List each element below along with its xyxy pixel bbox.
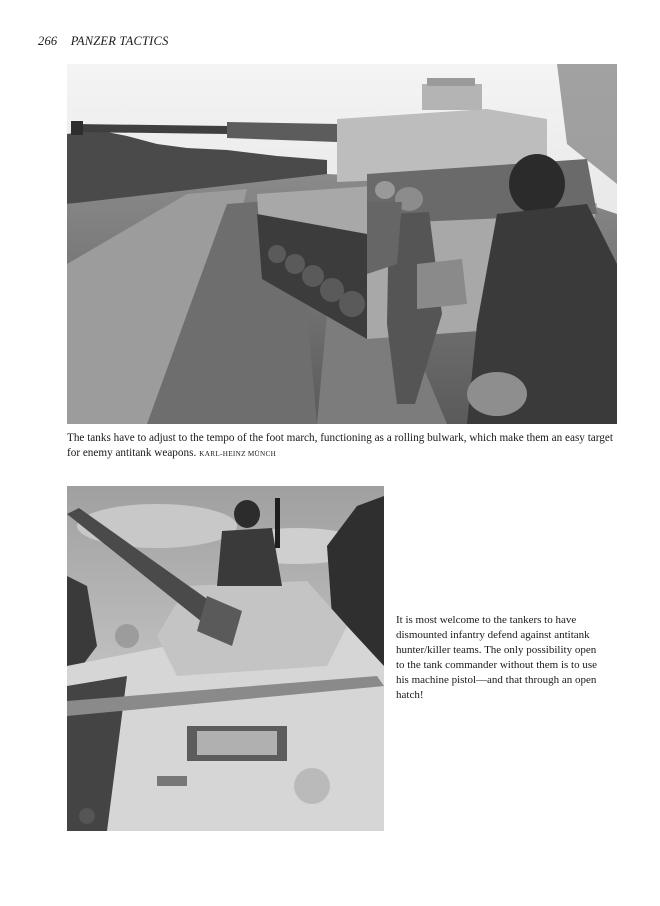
photo-tank-commander-hatch [67,486,384,831]
photo1-credit: KARL-HEINZ MÜNCH [199,450,277,458]
page-number: 266 [38,34,58,48]
photo2-caption: It is most welcome to the tankers to have dismounted infantry defend against antitank hunter/killer teams. The only possibility open to the tank commander without them is to use his machine pistol—and that through an open hatch! [396,614,598,701]
photo-tank-foot-march [67,64,617,424]
running-title: PANZER TACTICS [70,34,169,48]
photo1-caption-text: The tanks have to adjust to the tempo of the foot march, functioning as a rolling bulwark, which make them an easy target for enemy antitank weapons. [67,432,613,459]
photo1-caption [67,431,619,462]
running-header [38,34,169,49]
